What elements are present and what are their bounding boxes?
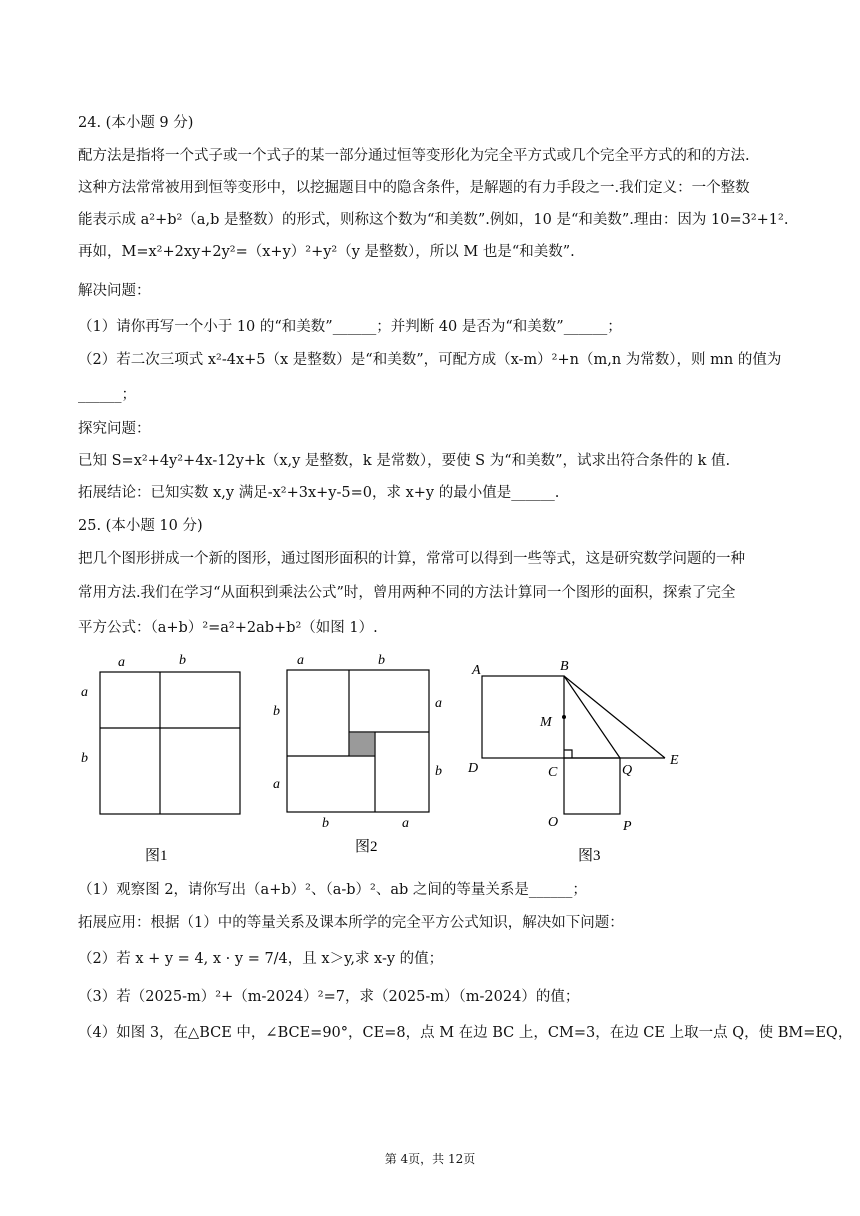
svg-text:a: a [297,653,304,668]
question-3: （3）若（2025-m）²+（m-2024）²=7，求（2025-m）（m-2024）的值； [78,989,580,1005]
svg-text:C: C [548,765,558,780]
text-line: 拓展结论：已知实数 x,y 满足-x²+3x+y-5=0，求 x+y 的最小值是______. [78,485,560,501]
svg-text:b: b [378,653,385,668]
svg-text:P: P [623,819,632,834]
page-footer: 第 4页，共 12页 [384,1152,476,1166]
section-label: 解决问题： [78,283,151,299]
label-a: a [81,685,88,700]
svg-text:Q: Q [622,763,633,778]
text-line: 再如，M=x²+2xy+2y²=（x+y）²+y²（y 是整数），所以 M 也是“和美数”. [78,244,575,260]
figure-3-caption: 图3 [578,848,601,864]
text-line: 已知 S=x²+4y²+4x-12y+k（x,y 是整数，k 是常数），要使 S 为“和美数”，试求出符合条件的 k 值. [78,453,731,469]
question-1: （1）观察图 2，请你写出（a+b）²、（a-b）²、ab 之间的等量关系是______； [78,882,587,898]
figure-3 [460,648,700,868]
label-b: b [179,653,186,668]
svg-text:M: M [540,715,552,730]
figure-2 [265,648,455,863]
figure-2-caption: 图2 [355,839,378,855]
svg-text:a: a [435,696,442,711]
svg-text:D: D [468,761,479,776]
svg-text:b: b [435,764,442,779]
svg-text:a: a [402,816,409,831]
text-line: 配方法是指将一个式子或一个式子的某一部分通过恒等变形化为完全平方式或几个完全平方式的和的方法. [78,148,750,164]
svg-text:b: b [273,704,280,719]
text-line: ______； [78,387,136,403]
question-1: （1）请你再写一个小于 10 的“和美数”______；并判断 40 是否为“和美数”______； [78,319,622,335]
figure-1 [70,648,270,868]
text-line: 拓展应用：根据（1）中的等量关系及课本所学的完全平方公式知识，解决如下问题： [78,915,624,931]
section-label: 探究问题： [78,421,151,437]
svg-text:a: a [273,777,280,792]
question-2: （2）若 x + y = 4, x · y = 7/4，且 x＞y,求 x-y 的值； [78,951,444,967]
svg-text:O: O [548,815,559,830]
text-line: 平方公式：（a+b）²=a²+2ab+b²（如图 1）. [78,620,378,636]
problem-24-heading: 24. (本小题 9 分) [78,115,194,131]
svg-text:B: B [560,659,569,674]
svg-text:A: A [472,663,481,678]
text-line: 能表示成 a²+b²（a,b 是整数）的形式，则称这个数为“和美数”.例如，10 是“和美数”.理由：因为 10=3²+1². [78,212,789,228]
text-line: 常用方法.我们在学习“从面积到乘法公式”时，曾用两种不同的方法计算同一个图形的面积，探索了完全 [78,585,736,601]
text-line: 把几个图形拼成一个新的图形，通过图形面积的计算，常常可以得到一些等式，这是研究数学问题的一种 [78,551,745,567]
label-a: a [118,655,125,670]
label-b: b [81,751,88,766]
question-4: （4）如图 3，在△BCE 中，∠BCE=90°，CE=8，点 M 在边 BC 上，CM=3，在边 CE 上取一点 Q，使 BM=EQ， [78,1025,853,1041]
text-line: 这种方法常常被用到恒等变形中，以挖掘题目中的隐含条件，是解题的有力手段之一.我们定义：一个整数 [78,180,750,196]
svg-text:b: b [322,816,329,831]
question-2: （2）若二次三项式 x²-4x+5（x 是整数）是“和美数”，可配方成（x-m）²+n（m,n 为常数），则 mn 的值为 [78,352,782,368]
svg-text:E: E [670,753,679,768]
problem-25-heading: 25. (本小题 10 分) [78,518,203,534]
figure-1-caption: 图1 [145,848,168,864]
